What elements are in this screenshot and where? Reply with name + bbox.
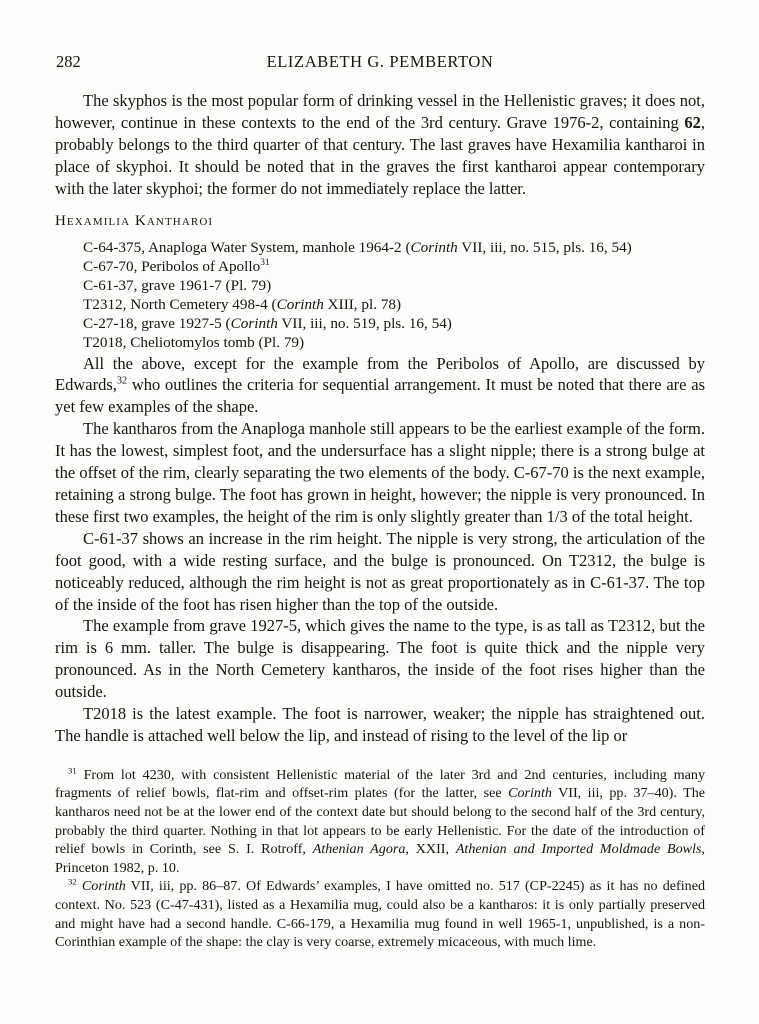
catalog-item-text: VII, iii, no. 515, pls. 16, 54) xyxy=(457,238,632,256)
text-segment: All the above, except for the example from the Peribolos of Apollo, are discussed by Edwards, xyxy=(55,353,705,395)
discussion-paragraph xyxy=(55,615,705,703)
italic-citation: Athenian and Imported Moldmade Bowls xyxy=(455,841,702,858)
text-segment: VII, iii, pp. 86–87. Of Edwards’ examples, I have omitted no. 517 (CP-2245) as it has no defined context. No. 523 (C-47-431), listed as a Hexamilia mug, could also be a kantharos: it is only partially preserved and might have had a second handle. C-66-179, a Hexamilia mug found in well 1965-1, unpublished, is a non-Corinthian example of the shape: the clay is very coarse, extremely micaceous, with much lime. xyxy=(55,878,705,951)
discussion-paragraph xyxy=(55,703,705,747)
intro-paragraph xyxy=(55,90,705,200)
text-segment: C-61-37 shows an increase in the rim height. The nipple is very strong, the articulation of the foot good, with a wide resting surface, and the bulge is pronounced. On T2312, the bulge is noticeably reduced, although the rim height is not as great proportionately as in C-61-37. The top of the inside of the foot has risen higher than the top of the outside. xyxy=(55,528,705,614)
page-number: 282 xyxy=(56,52,81,71)
catalog-item-text: T2312, North Cemetery 498-4 ( xyxy=(83,295,277,313)
running-head: ELIZABETH G. PEMBERTON xyxy=(266,52,494,71)
catalog-item-text: C-64-375, Anaploga Water System, manhole 1964-2 ( xyxy=(83,238,411,256)
italic-citation: Athenian Agora xyxy=(312,841,406,858)
page-header xyxy=(55,52,705,73)
catalog-item-text: VII, iii, no. 519, pls. 16, 54) xyxy=(277,314,452,332)
text-segment: From lot 4230, with consistent Hellenistic material of the later 3rd and 2nd centuries, including many fragments of relief bowls, flat-rim and offset-rim plates (for the latter, see xyxy=(55,766,705,802)
footnote-31 xyxy=(55,766,705,878)
catalog-item xyxy=(83,333,705,352)
catalog-number-bold: 62 xyxy=(684,112,701,132)
catalog-item xyxy=(83,295,705,314)
catalog-item xyxy=(83,257,705,276)
catalog-item-text: C-27-18, grave 1927-5 ( xyxy=(83,314,231,332)
catalog-list xyxy=(83,238,705,352)
italic-citation: Corinth xyxy=(81,878,126,895)
text-segment: , Princeton 1982, p. 10. xyxy=(55,841,705,876)
italic-citation: Corinth xyxy=(276,295,324,313)
footnotes-section xyxy=(55,766,705,952)
footnote-32 xyxy=(55,877,705,951)
catalog-item-text: T2018, Cheliotomylos tomb (Pl. 79) xyxy=(83,333,305,351)
catalog-item-text: C-67-70, Peribolos of Apollo xyxy=(83,257,261,275)
italic-citation: Corinth xyxy=(230,314,278,332)
discussion-paragraph xyxy=(55,353,705,419)
catalog-item xyxy=(83,276,705,295)
footnote-number: 31 xyxy=(68,765,77,776)
text-segment: who outlines the criteria for sequential arrangement. It must be noted that there are as yet few examples of the shape. xyxy=(55,375,705,417)
discussion-paragraph xyxy=(55,418,705,528)
catalog-item xyxy=(83,238,705,257)
catalog-item xyxy=(83,314,705,333)
text-segment: VII, iii, pp. 37–40). The kantharos need not be at the lower end of the context date but should belong to the second half of the 3rd century, probably the third quarter. Nothing in that lot appears to be early Hellenistic. For the date of the introduction of relief bowls in Corinth, see S. I. Rotroff, xyxy=(55,785,706,858)
section-heading: Hexamilia Kantharoi xyxy=(55,212,214,229)
italic-citation: Corinth xyxy=(410,238,458,256)
page-body xyxy=(55,90,705,747)
discussion-paragraph xyxy=(55,528,705,616)
text-segment: The example from grave 1927-5, which gives the name to the type, is as tall as T2312, but the rim is 6 mm. taller. The bulge is disappearing. The foot is quite thick and the nipple very pronounced. As in the North Cemetery kantharos, the inside of the foot rises higher than the outside. xyxy=(55,616,705,702)
catalog-item-text: C-61-37, grave 1961-7 (Pl. 79) xyxy=(83,276,272,294)
footnote-ref: 31 xyxy=(260,257,270,268)
text-segment: The kantharos from the Anaploga manhole still appears to be the earliest example of the form. It has the lowest, simplest foot, and the undersurface has a slight nipple; there is a strong bulge at the offset of the rim, clearly separating the two elements of the body. C-67-70 is the next example, retaining a strong bulge. The foot has grown in height, however; the nipple is very pronounced. In these first two examples, the height of the rim is only slightly greater than 1/3 of the total height. xyxy=(55,419,705,526)
footnote-number: 32 xyxy=(68,876,77,887)
text-segment: T2018 is the latest example. The foot is narrower, weaker; the nipple has straightened out. The handle is attached well below the lip, and instead of rising to the level of the lip or xyxy=(55,704,705,745)
text-segment: , XXII, xyxy=(405,841,456,858)
catalog-item-text: XIII, pl. 78) xyxy=(323,295,402,313)
italic-citation: Corinth xyxy=(508,785,552,802)
text-segment: The skyphos is the most popular form of drinking vessel in the Hellenistic graves; it does not, however, continue in these contexts to the end of the 3rd century. Grave 1976-2, containing xyxy=(55,91,705,132)
text-segment: , probably belongs to the third quarter of that century. The last graves have Hexamilia kantharoi in place of skyphoi. It should be noted that in the graves the first kantharoi appear contemporary with the later skyphoi; the former do not immediately replace the latter. xyxy=(55,112,705,198)
footnote-ref: 32 xyxy=(116,375,128,387)
